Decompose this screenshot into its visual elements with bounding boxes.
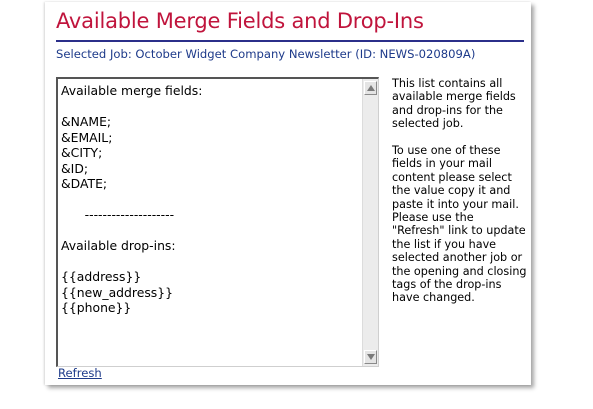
merge-fields-textarea[interactable]	[56, 77, 379, 367]
textarea-scrollbar[interactable]	[362, 79, 378, 366]
help-paragraph-intro: This list contains all available merge fields and drop-ins for the selected job.	[392, 77, 516, 131]
merge-fields-panel	[45, 2, 531, 385]
selected-job-label: Selected Job: October Widget Company Newsletter (ID: NEWS-020809A)	[56, 47, 476, 61]
scroll-down-button[interactable]	[364, 350, 377, 364]
help-text	[392, 77, 527, 318]
refresh-link[interactable]: Refresh	[58, 366, 102, 380]
arrow-up-icon	[367, 85, 375, 91]
arrow-down-icon	[367, 354, 375, 360]
title-divider	[56, 40, 524, 42]
merge-fields-text[interactable]: Available merge fields: &NAME; &EMAIL; &CITY; &ID; &DATE; -------------------- Available drop-ins: {{address}} {{new_address}} {{phone}}	[61, 83, 203, 315]
help-paragraph-usage: To use one of these fields in your mail content please select the value copy it and paste it into your mail. Please use the "Refresh" link to update the list if you have selected another job or the opening and closing tags of the drop-ins have changed.	[392, 144, 527, 305]
page-title: Available Merge Fields and Drop-Ins	[56, 9, 424, 33]
scroll-up-button[interactable]	[364, 81, 377, 95]
